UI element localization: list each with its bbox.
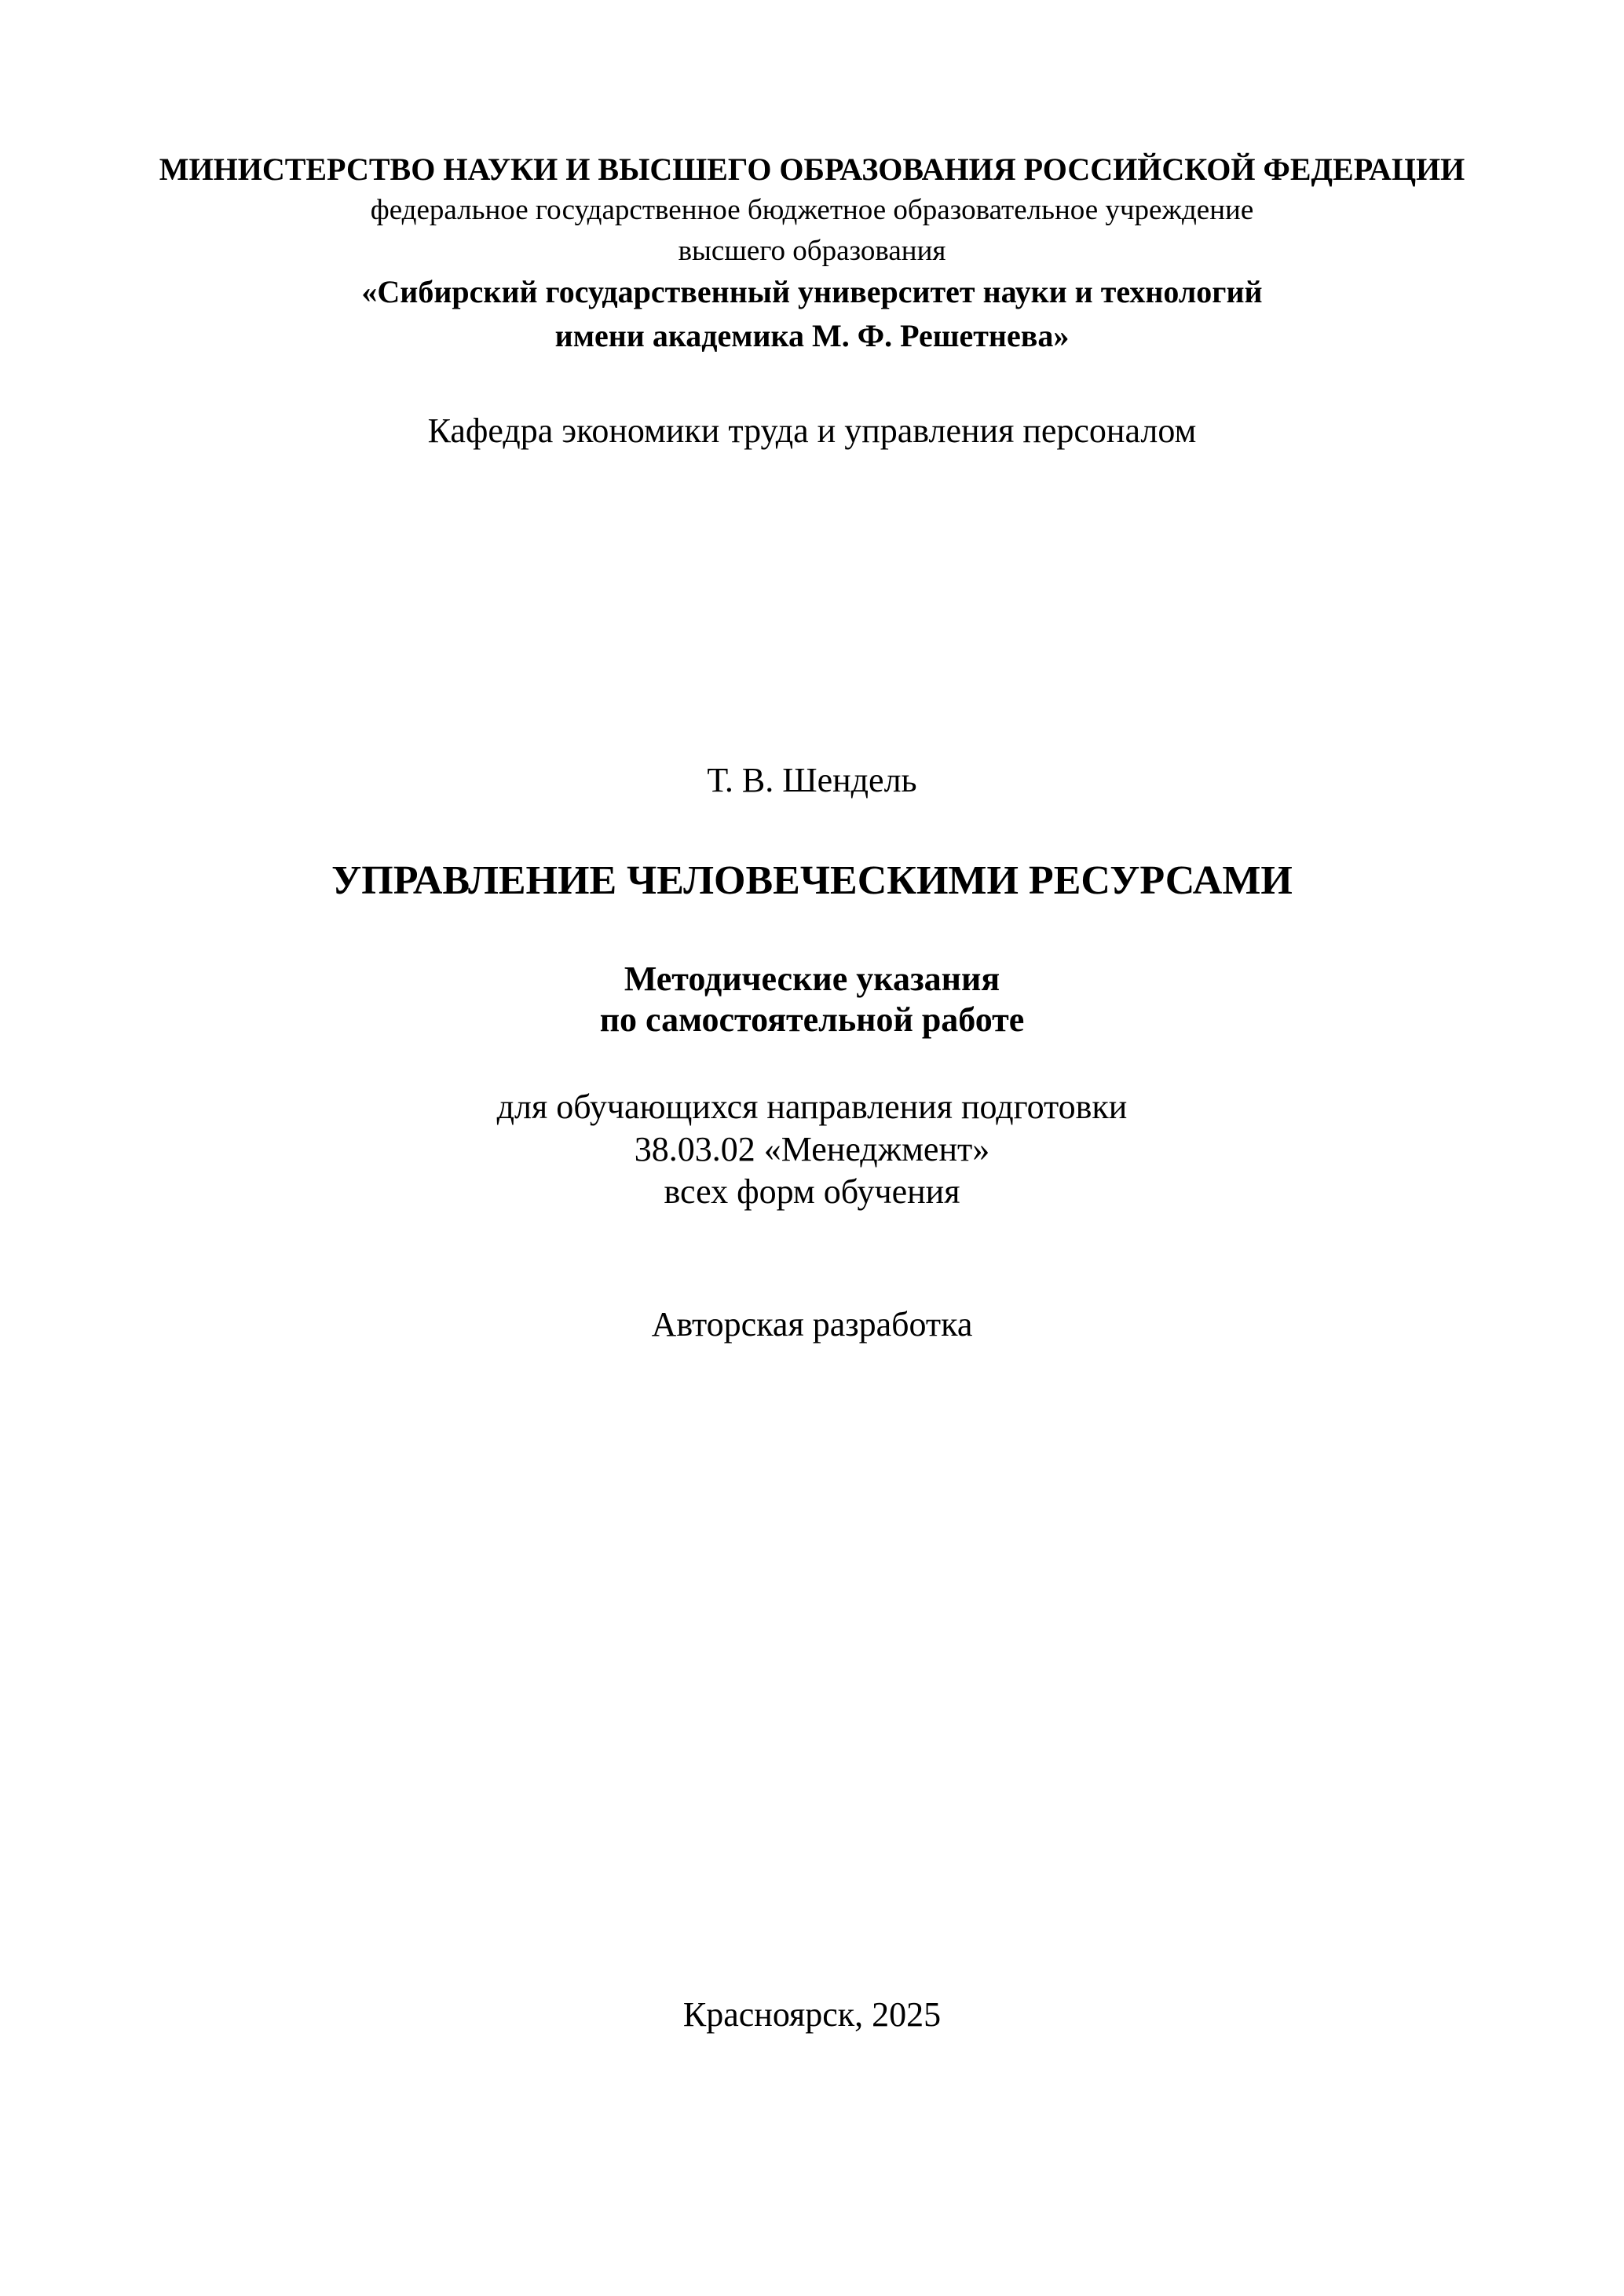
audience-line3: всех форм обучения [664, 1172, 960, 1211]
document-title: УПРАВЛЕНИЕ ЧЕЛОВЕЧЕСКИМИ РЕСУРСАМИ [331, 858, 1293, 903]
department-name: Кафедра экономики труда и управления персоналом [427, 411, 1197, 450]
institution-type-line2: высшего образования [678, 235, 946, 267]
audience-line2: 38.03.02 «Менеджмент» [634, 1130, 990, 1168]
document-type-line2: по самостоятельной работе [599, 1000, 1025, 1039]
institution-type-line1: федеральное государственное бюджетное образовательное учреждение [370, 194, 1254, 226]
university-name-line2: имени академика М. Ф. Решетнева» [554, 318, 1070, 353]
author-name: Т. В. Шендель [707, 761, 917, 799]
university-name-line1: «Сибирский государственный университет науки и технологий [361, 274, 1263, 309]
audience-line1: для обучающихся направления подготовки [496, 1088, 1128, 1126]
document-type-line1: Методические указания [624, 960, 1000, 998]
ministry-name: МИНИСТЕРСТВО НАУКИ И ВЫСШЕГО ОБРАЗОВАНИЯ РОССИЙСКОЙ ФЕДЕРАЦИИ [159, 152, 1465, 187]
authorship-note: Авторская разработка [651, 1305, 973, 1344]
city-year: Красноярск, 2025 [682, 1995, 942, 2034]
